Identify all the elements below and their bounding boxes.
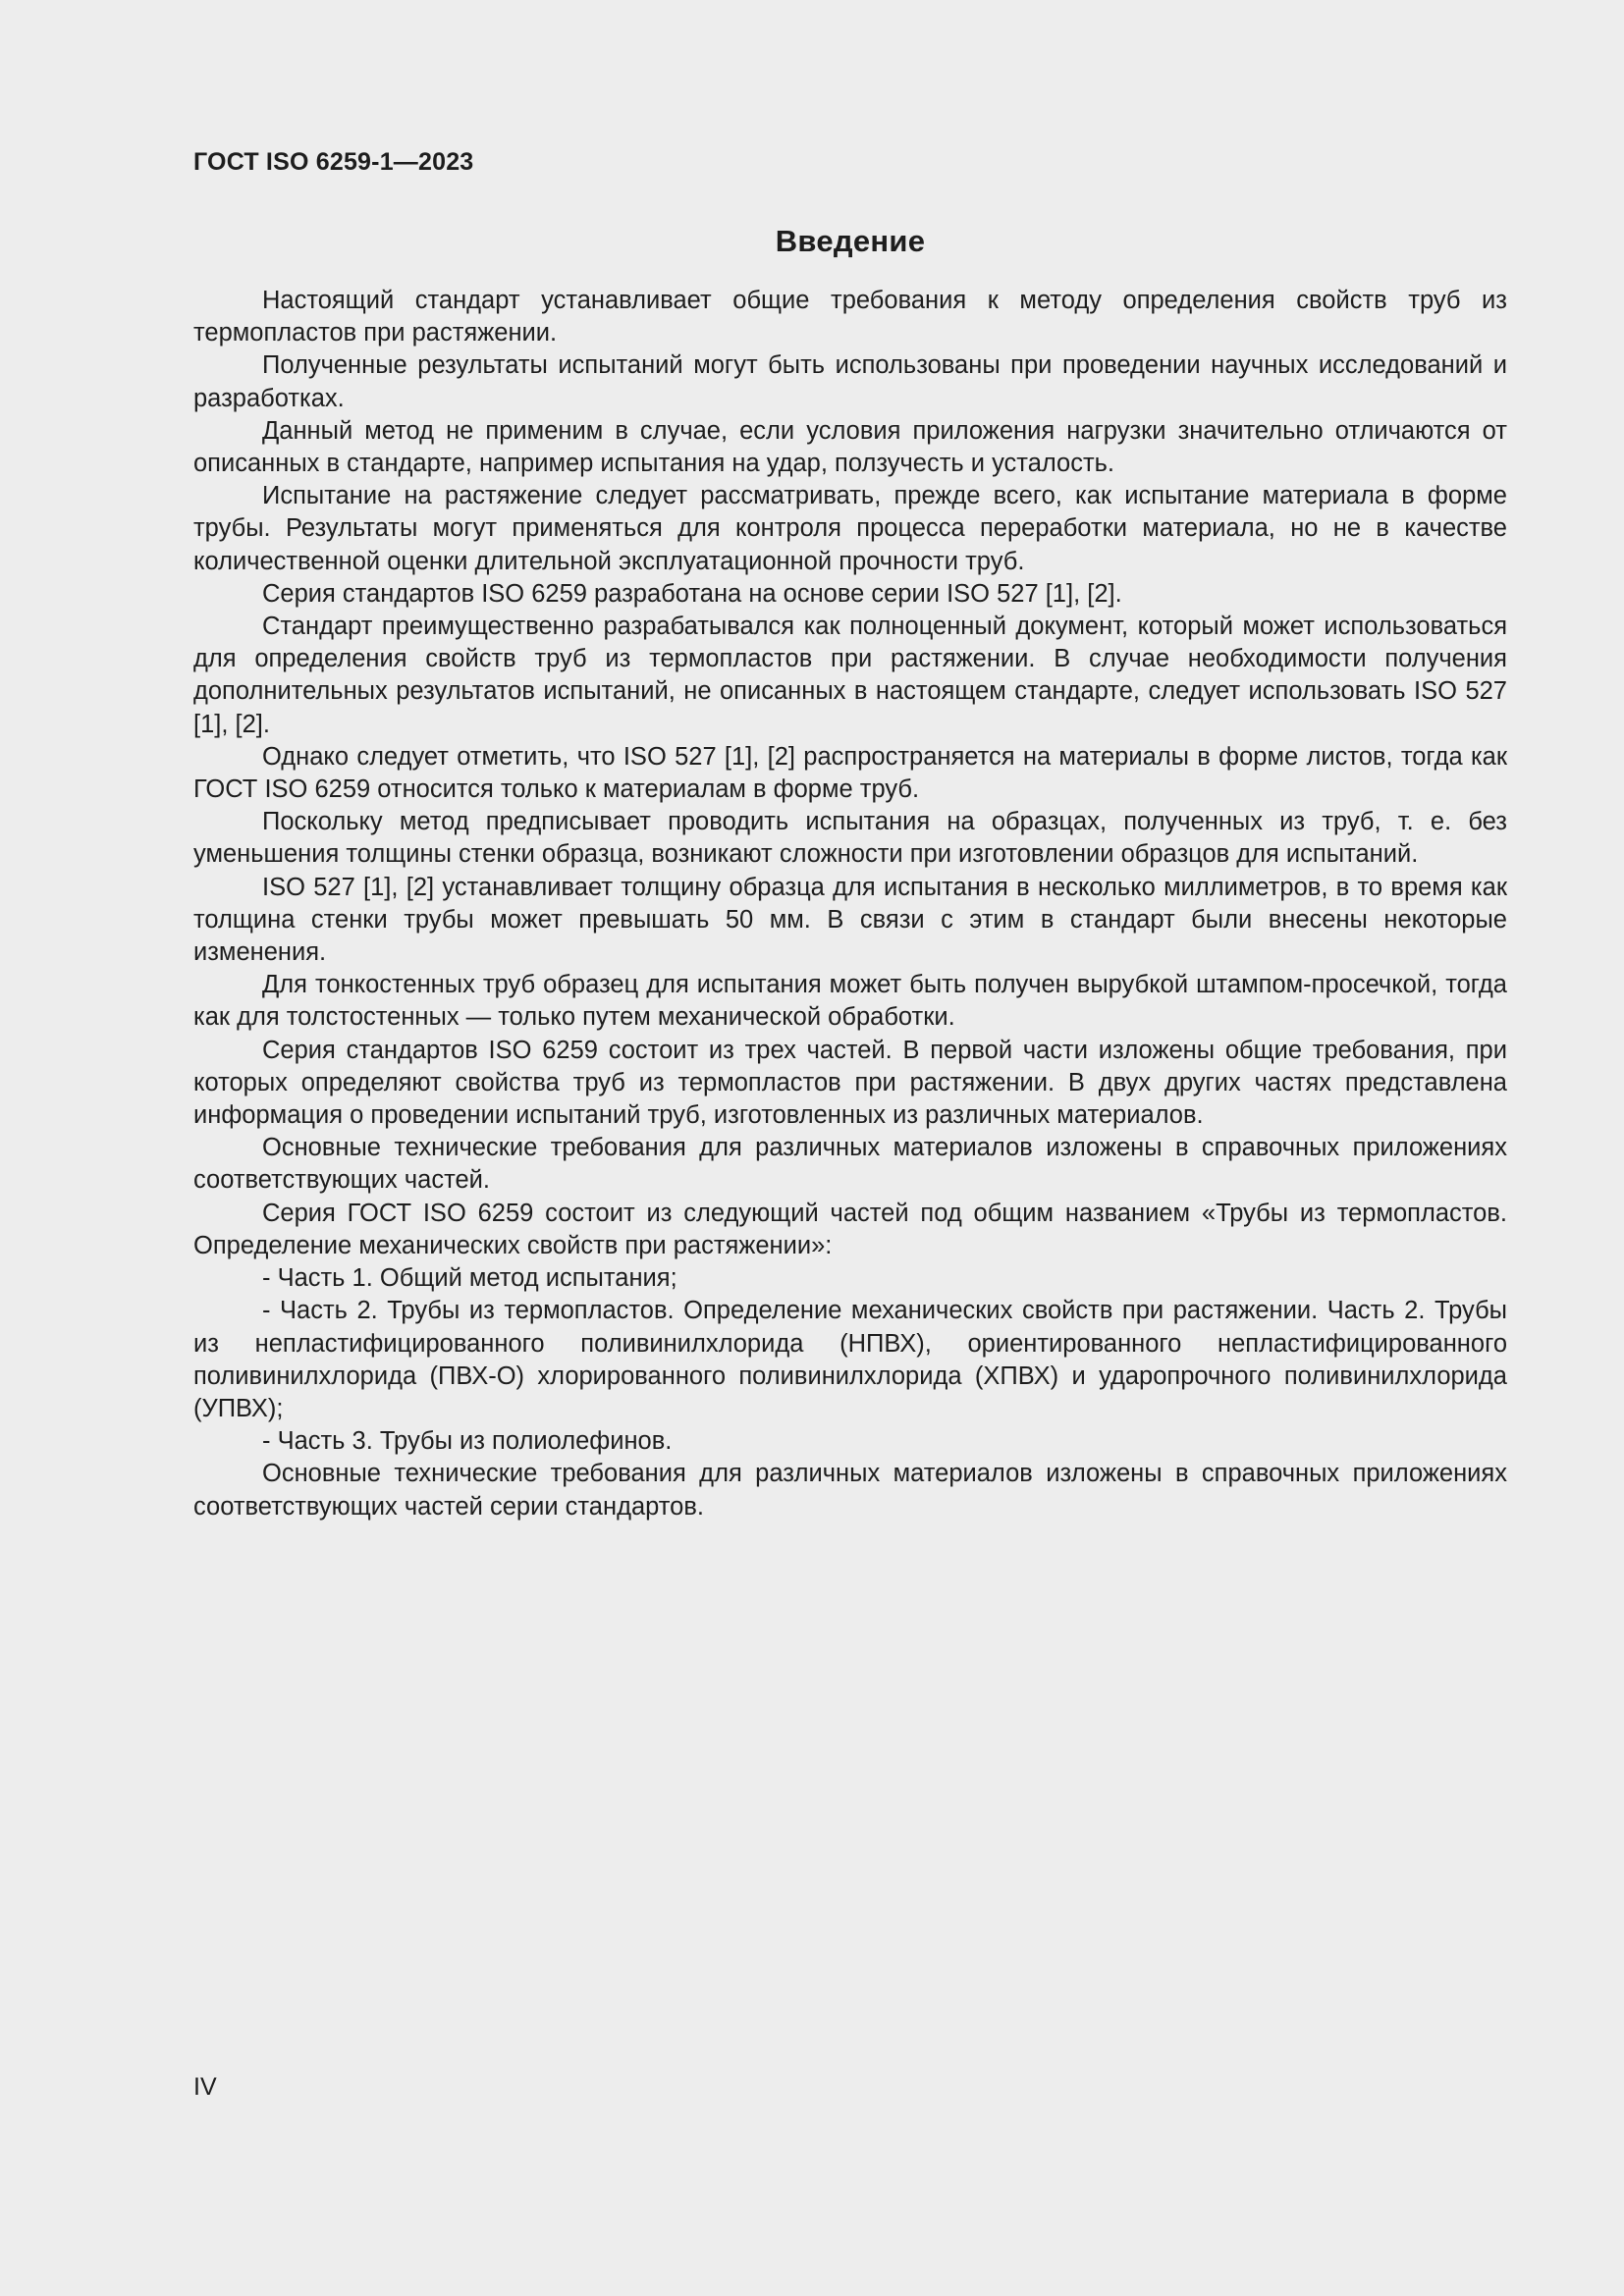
list-item: - Часть 2. Трубы из термопластов. Определение механических свойств при растяжении. Часть 2. Трубы из непластифицированного поливинилхлорида (НПВХ), ориентированного непластифицированного поливинилхлорида (ПВХ-О) хлорированного поливинилхлорида (ХПВХ) и ударопрочного поливинилхлорида (УПВХ);	[193, 1297, 1507, 1422]
paragraph: Серия стандартов ISO 6259 разработана на основе серии ISO 527 [1], [2].	[262, 579, 1122, 608]
section-title: Введение	[775, 224, 926, 258]
paragraph: Стандарт преимущественно разрабатывался как полноценный документ, который может использоваться для определения свойств труб из термопластов при растяжении. В случае необходимости получения дополнительных результатов испытаний, не описанных в настоящем стандарте, следует использовать ISO 527 [1], [2].	[193, 613, 1507, 738]
paragraph: Для тонкостенных труб образец для испытания может быть получен вырубкой штампом-просечкой, тогда как для толстостенных — только путем механической обработки.	[193, 971, 1507, 1032]
page-number: IV	[193, 2073, 217, 2101]
document-header-code: ГОСТ ISO 6259-1—2023	[193, 148, 474, 176]
list-item: - Часть 1. Общий метод испытания;	[262, 1264, 677, 1293]
introduction-body	[193, 285, 1507, 1523]
paragraph: Основные технические требования для различных материалов изложены в справочных приложениях соответствующих частей.	[193, 1134, 1507, 1195]
paragraph: Полученные результаты испытаний могут быть использованы при проведении научных исследований и разработках.	[193, 351, 1507, 412]
paragraph: Испытание на растяжение следует рассматривать, прежде всего, как испытание материала в форме трубы. Результаты могут применяться для контроля процесса переработки материала, но не в качестве количественной оценки длительной эксплуатационной прочности труб.	[193, 482, 1507, 575]
paragraph: Серия стандартов ISO 6259 состоит из трех частей. В первой части изложены общие требования, при которых определяют свойства труб из термопластов при растяжении. В двух других частях представлена информация о проведении испытаний труб, изготовленных из различных материалов.	[193, 1036, 1507, 1130]
paragraph: ISO 527 [1], [2] устанавливает толщину образца для испытания в несколько миллиметров, в то время как толщина стенки трубы может превышать 50 мм. В связи с этим в стандарт были внесены некоторые изменения.	[193, 873, 1507, 967]
list-item: - Часть 3. Трубы из полиолефинов.	[262, 1427, 673, 1456]
paragraph: Данный метод не применим в случае, если условия приложения нагрузки значительно отличаются от описанных в стандарте, например испытания на удар, ползучесть и усталость.	[193, 416, 1507, 478]
paragraph: Настоящий стандарт устанавливает общие требования к методу определения свойств труб из термопластов при растяжении.	[193, 287, 1507, 347]
paragraph: Однако следует отметить, что ISO 527 [1], [2] распространяется на материалы в форме листов, тогда как ГОСТ ISO 6259 относится только к материалам в форме труб.	[193, 742, 1507, 804]
paragraph: Основные технические требования для различных материалов изложены в справочных приложениях соответствующих частей серии стандартов.	[193, 1460, 1507, 1521]
paragraph: Серия ГОСТ ISO 6259 состоит из следующий частей под общим названием «Трубы из термопластов. Определение механических свойств при растяжении»:	[193, 1199, 1507, 1259]
paragraph: Поскольку метод предписывает проводить испытания на образцах, полученных из труб, т. е. без уменьшения толщины стенки образца, возникают сложности при изготовлении образцов для испытаний.	[193, 808, 1507, 869]
